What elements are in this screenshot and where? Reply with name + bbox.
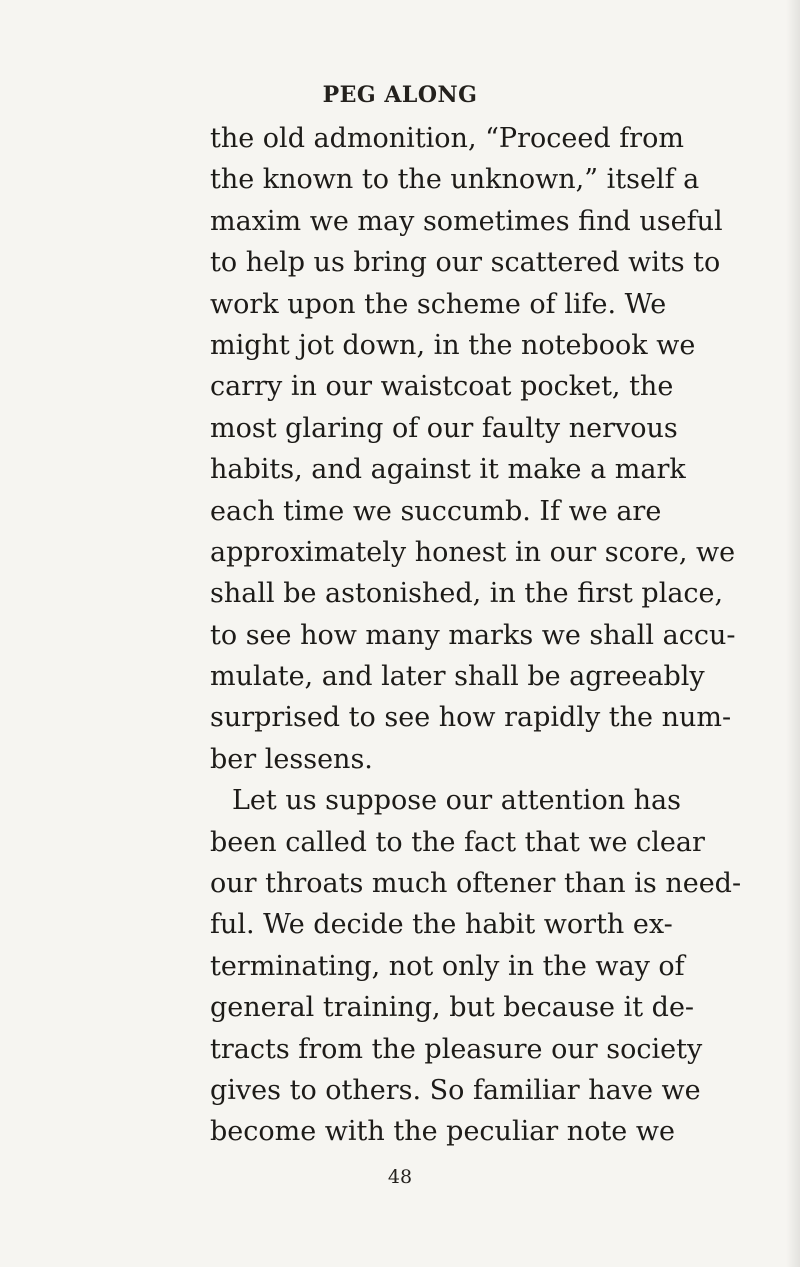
text-line: approximately honest in our score, we	[210, 536, 736, 568]
text-line: tracts from the pleasure our society	[210, 1033, 703, 1065]
text-line: the known to the unknown,” itself a	[210, 164, 700, 196]
text-line: carry in our waistcoat pocket, the	[210, 371, 674, 403]
text-line: most glaring of our faulty nervous	[210, 412, 678, 444]
text-line: to see how many marks we shall accu-	[210, 619, 736, 651]
paragraph-end-line: ber lessens.	[210, 743, 373, 775]
paragraph-start-line: Let us suppose our attention has	[232, 785, 682, 817]
text-line: the old admonition, “Proceed from	[210, 123, 684, 154]
text-line: shall be astonished, in the first place,	[210, 578, 724, 610]
text-line: our throats much oftener than is need-	[210, 868, 742, 900]
text-line: each time we succumb. If we are	[210, 495, 662, 527]
page-edge-shadow	[786, 0, 800, 1267]
text-line: work upon the scheme of life. We	[210, 288, 667, 320]
text-line: might jot down, in the notebook we	[210, 329, 696, 361]
text-line: habits, and against it make a mark	[210, 454, 686, 486]
page-number: 48	[387, 1166, 413, 1188]
text-line: become with the peculiar note we	[210, 1116, 675, 1148]
text-line: ful. We decide the habit worth ex-	[210, 909, 673, 941]
text-line: mulate, and later shall be agreeably	[210, 661, 705, 693]
text-line: gives to others. So familiar have we	[210, 1074, 701, 1106]
text-line: terminating, not only in the way of	[210, 950, 685, 982]
text-line: general training, but because it de-	[210, 992, 695, 1024]
text-line: maxim we may sometimes find useful	[210, 205, 723, 237]
running-head: PEG ALONG	[322, 82, 478, 108]
text-line: been called to the fact that we clear	[210, 826, 705, 858]
text-line: surprised to see how rapidly the num-	[210, 702, 732, 734]
body-text	[210, 118, 742, 1153]
text-line: to help us bring our scattered wits to	[210, 247, 721, 279]
